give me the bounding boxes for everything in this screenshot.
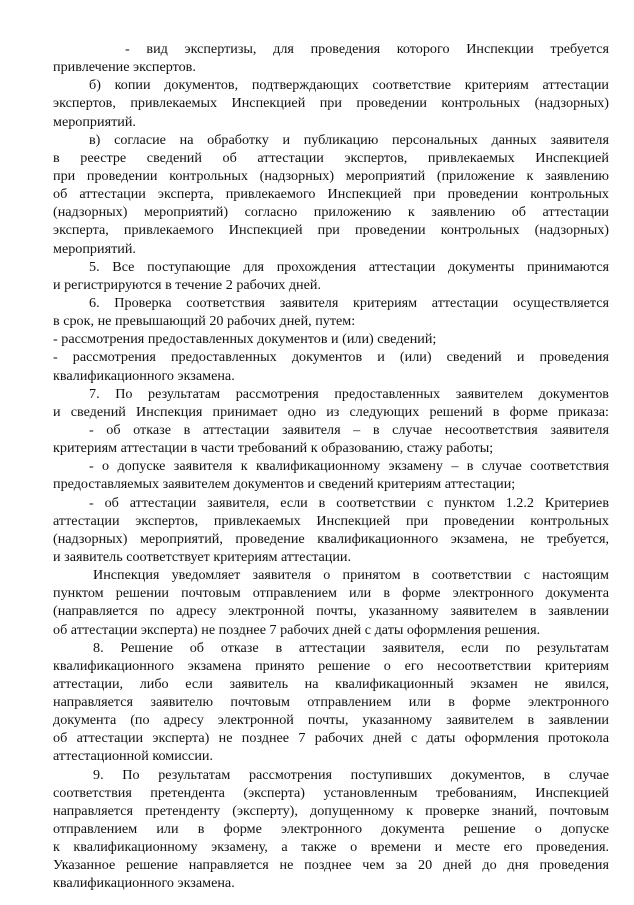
text-line: - о допуске заявителя к квалификационному экзамену – в случае соответствия: [89, 458, 609, 475]
text-line: квалификационного экзамена.: [53, 875, 235, 892]
text-line: - рассмотрения предоставленных документов и (или) сведений и проведения: [53, 349, 609, 366]
text-line: документа (по адресу электронной почты, указанному заявителем в заявлении: [53, 712, 609, 729]
text-line: и сведений Инспекция принимает одно из следующих решений в форме приказа:: [53, 403, 609, 420]
text-line: в реестре сведений об аттестации экспертов, привлекаемых Инспекцией: [53, 149, 609, 166]
text-line: в срок, не превышающий 20 рабочих дней, путем:: [53, 313, 356, 330]
text-line: об аттестации эксперта, привлекаемого Инспекцией при проведении контрольных: [53, 186, 609, 203]
text-line: об аттестации эксперта) не позднее 7 рабочих дней с даты оформления протокола: [53, 730, 609, 747]
text-line: направляется заявителю почтовым отправлением или в форме электронного: [53, 694, 609, 711]
text-line: привлечение экспертов.: [53, 59, 196, 76]
text-line: аттестации экспертов, привлекаемых Инспекцией при проведении контрольных: [53, 512, 609, 529]
text-line: об аттестации эксперта) не позднее 7 рабочих дней с даты оформления решения.: [53, 621, 541, 638]
text-line: 9. По результатам рассмотрения поступивших документов, в случае: [93, 766, 609, 783]
text-line: 5. Все поступающие для прохождения аттестации документы принимаются: [89, 258, 609, 275]
text-line: 7. По результатам рассмотрения предоставленных заявителем документов: [89, 385, 609, 402]
text-line: квалификационного экзамена принято решение о его несоответствии критериям: [53, 657, 609, 674]
text-line: предоставляемых заявителем документов и сведений критериям аттестации;: [53, 476, 516, 493]
text-line: мероприятий.: [53, 240, 136, 257]
text-line: 6. Проверка соответствия заявителя критериям аттестации осуществляется: [89, 294, 609, 311]
document-page: [53, 40, 609, 893]
text-line: (направляется по адресу электронной почты, указанному заявителем в заявлении: [53, 603, 609, 620]
text-line: 8. Решение об отказе в аттестации заявителя, если по результатам: [93, 639, 609, 656]
text-line: при проведении контрольных (надзорных) мероприятий (приложение к заявлению: [53, 167, 609, 184]
text-line: - вид экспертизы, для проведения которого Инспекции требуется: [125, 41, 609, 57]
text-line: соответствия претендента (эксперта) установленным требованиям, Инспекцией: [53, 784, 609, 801]
text-line: направляется претенденту (эксперту), допущенному к проверке знаний, почтовым: [53, 802, 609, 819]
text-line: к квалификационному экзамену, а также о времени и месте его проведения.: [53, 839, 609, 856]
text-line: - рассмотрения предоставленных документов и (или) сведений;: [53, 331, 437, 348]
text-line: (надзорных) мероприятий) согласно приложению к заявлению об аттестации: [53, 204, 609, 221]
text-line: критериям аттестации в части требований к образованию, стажу работы;: [53, 440, 494, 457]
text-line: (надзорных) мероприятий, проведение квалификационного экзамена, не требуется,: [53, 530, 609, 547]
text-line: пунктом решении почтовым отправлением или в форме электронного документа: [53, 585, 609, 602]
text-line: Инспекция уведомляет заявителя о принятом в соответствии с настоящим: [93, 567, 609, 584]
text-line: эксперта, привлекаемого Инспекцией при проведении контрольных (надзорных): [53, 222, 609, 239]
text-line: и регистрируются в течение 2 рабочих дней.: [53, 276, 322, 293]
text-line: отправлением или в форме электронного документа решение о допуске: [53, 821, 609, 838]
text-line: мероприятий.: [53, 113, 136, 130]
text-line: аттестации, либо если заявитель на квалификационный экзамен не явился,: [53, 675, 609, 692]
text-line: б) копии документов, подтверждающих соответствие критериям аттестации: [89, 77, 609, 94]
text-line: экспертов, привлекаемых Инспекцией при проведении контрольных (надзорных): [53, 95, 609, 112]
text-line: - об аттестации заявителя, если в соответствии с пунктом 1.2.2 Критериев: [89, 494, 609, 511]
text-line: - об отказе в аттестации заявителя – в случае несоответствия заявителя: [89, 421, 609, 438]
text-line: Указанное решение направляется не позднее чем за 20 дней до дня проведения: [53, 857, 609, 874]
text-line: аттестационной комиссии.: [53, 748, 214, 765]
text-line: квалификационного экзамена.: [53, 367, 235, 384]
text-line: и заявитель соответствует критериям аттестации.: [53, 548, 351, 565]
text-line: в) согласие на обработку и публикацию персональных данных заявителя: [89, 131, 609, 148]
